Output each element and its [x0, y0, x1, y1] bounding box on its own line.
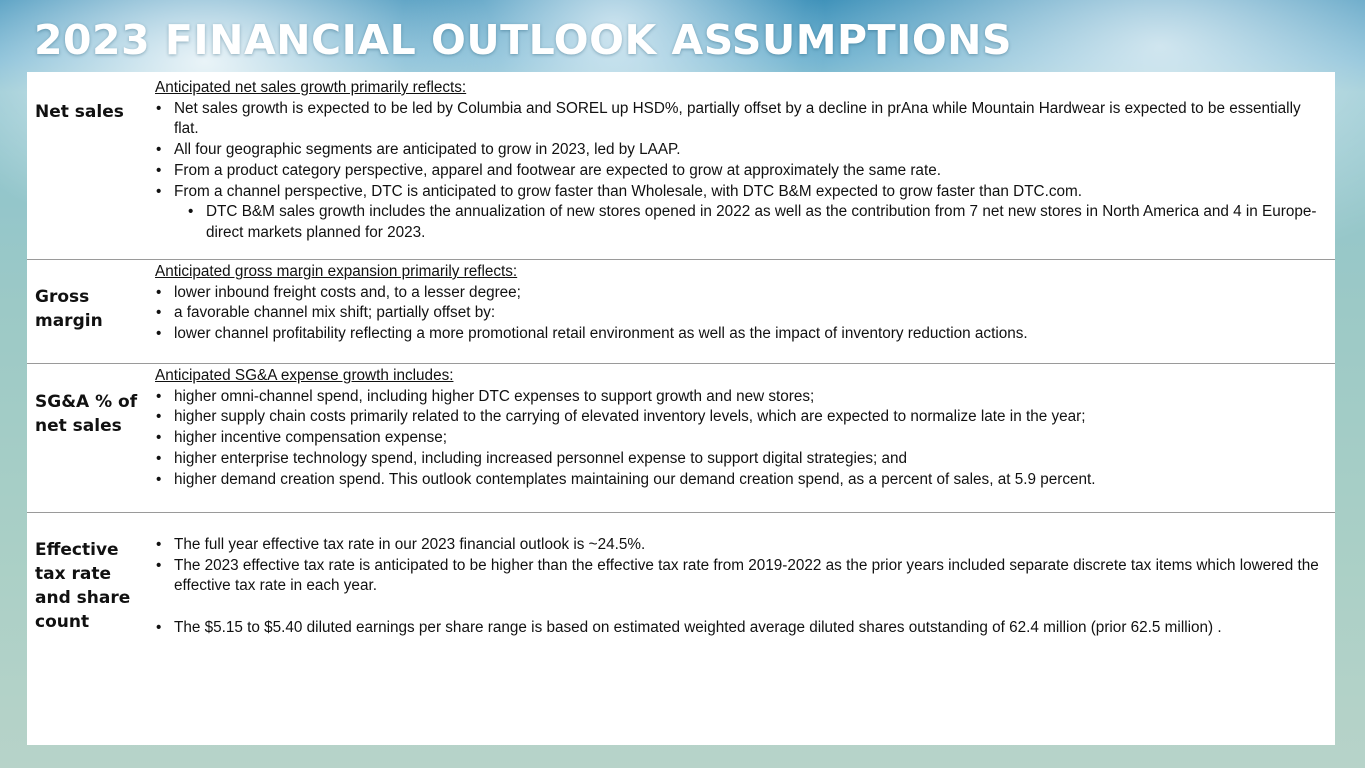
bullet-item: • higher demand creation spend. This outlook contemplates maintaining our demand creation spend, as a percent of sales, at 5.9 percent. [155, 470, 1327, 491]
row-label: Net sales [35, 102, 124, 122]
bullet-list [155, 99, 1327, 244]
bullet-item: • higher omni-channel spend, including higher DTC expenses to support growth and new stores; [155, 387, 1327, 408]
bullet-item: • The full year effective tax rate in our 2023 financial outlook is ~24.5%. [155, 535, 1327, 556]
bullet-item: • higher enterprise technology spend, including increased personnel expense to support digital strategies; and [155, 449, 1327, 470]
bullet-item: • The $5.15 to $5.40 diluted earnings per share range is based on estimated weighted average diluted shares outstanding of 62.4 million (prior 62.5 million) . [155, 618, 1327, 639]
bullet-item: • higher supply chain costs primarily related to the carrying of elevated inventory levels, which are expected to normalize late in the year; [155, 407, 1327, 428]
net-sales-row [27, 72, 1335, 260]
row-label: Effective tax rate and share count [35, 540, 131, 632]
assumptions-panel [27, 72, 1335, 745]
bullet-list [155, 535, 1327, 597]
bullet-list [155, 618, 1327, 639]
sub-bullet-item: • DTC B&M sales growth includes the annualization of new stores opened in 2022 as well as the contribution from 7 net new stores in North America and 4 in Europe-direct markets planned for 2023. [155, 202, 1327, 243]
row-content [155, 366, 1327, 490]
bullet-item: • higher incentive compensation expense; [155, 428, 1327, 449]
bullet-item: • All four geographic segments are anticipated to grow in 2023, led by LAAP. [155, 140, 1327, 161]
row-content [155, 78, 1327, 244]
bullet-item: • lower channel profitability reflecting a more promotional retail environment as well as the impact of inventory reduction actions. [155, 324, 1327, 345]
page-title: 2023 FINANCIAL OUTLOOK ASSUMPTIONS [34, 16, 1013, 64]
row-content [155, 535, 1327, 639]
sga-row [27, 364, 1335, 513]
row-heading: Anticipated gross margin expansion primarily reflects: [155, 263, 518, 280]
bullet-item: • From a channel perspective, DTC is anticipated to grow faster than Wholesale, with DTC B&M expected to grow faster than DTC.com. [155, 182, 1327, 203]
gross-margin-row [27, 260, 1335, 364]
row-content [155, 262, 1327, 345]
row-heading: Anticipated net sales growth primarily reflects: [155, 79, 467, 96]
row-label: SG&A % of net sales [35, 392, 138, 436]
bullet-list [155, 387, 1327, 491]
row-heading: Anticipated SG&A expense growth includes: [155, 367, 454, 384]
tax-rate-row [27, 513, 1335, 745]
bullet-item: • From a product category perspective, apparel and footwear are expected to grow at approximately the same rate. [155, 161, 1327, 182]
bullet-item: • a favorable channel mix shift; partially offset by: [155, 303, 1327, 324]
row-label: Gross margin [35, 287, 103, 331]
bullet-list [155, 283, 1327, 345]
bullet-item: • The 2023 effective tax rate is anticipated to be higher than the effective tax rate from 2019-2022 as the prior years included separate discrete tax items which lowered the effective tax rate in each year. [155, 556, 1327, 597]
bullet-item: • Net sales growth is expected to be led by Columbia and SOREL up HSD%, partially offset by a decline in prAna while Mountain Hardwear is expected to be essentially flat. [155, 99, 1327, 140]
bullet-item: • lower inbound freight costs and, to a lesser degree; [155, 283, 1327, 304]
